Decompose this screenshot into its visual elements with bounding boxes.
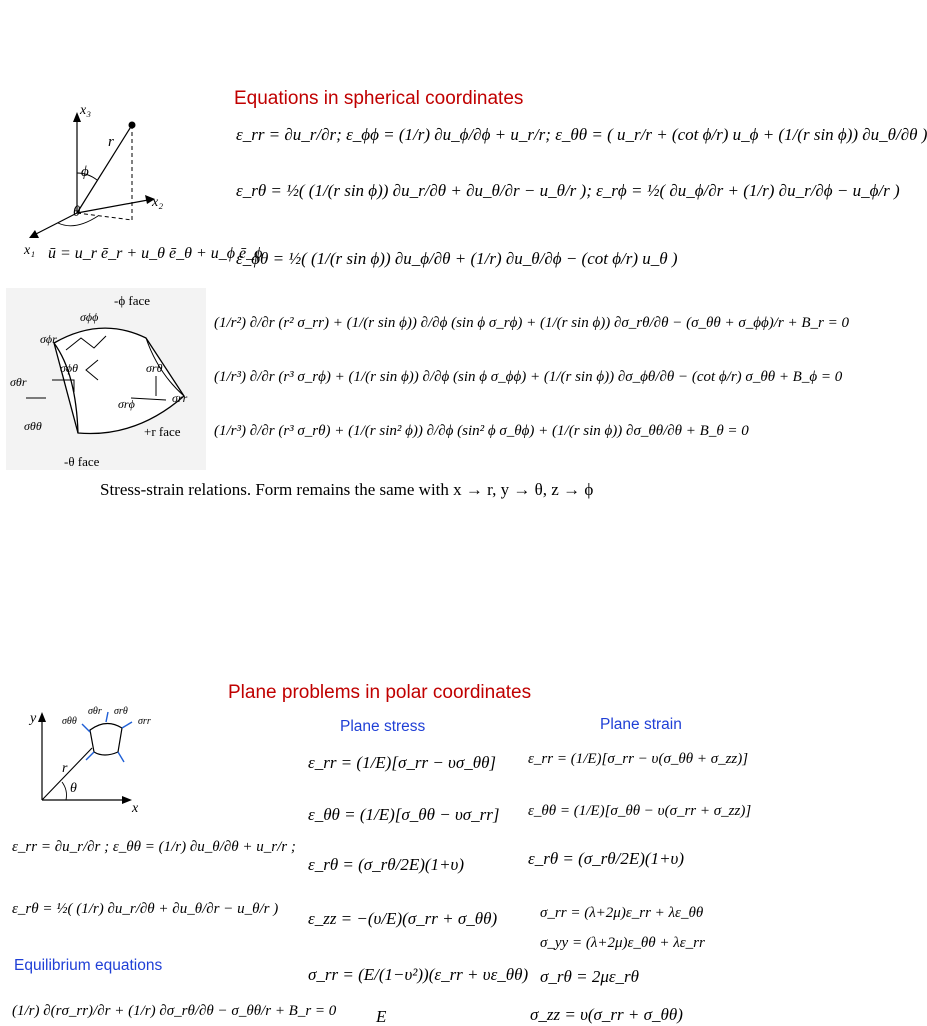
sigma-rphi-label: σrϕ xyxy=(118,397,135,411)
plane-strain-eq-6: σ_rθ = 2με_rθ xyxy=(540,967,640,986)
x1-axis-label: x₁ xyxy=(24,243,36,258)
polar-axes-diagram xyxy=(24,700,174,816)
minus-phi-face-label: -ϕ face xyxy=(114,293,151,308)
sigma-rr-label: σrr xyxy=(172,391,188,405)
spherical-axes-diagram xyxy=(20,98,220,268)
strain-eq-1: ε_rr = ∂u_r/∂r; ε_ϕϕ = (1/r) ∂u_ϕ/∂ϕ + u_r/r; ε_θθ = ( u_r/r + (cot ϕ/r) u_ϕ + (1/(r sin ϕ)) ∂u_θ/∂θ ) xyxy=(236,125,927,144)
plane-strain-eq-3: ε_rθ = (σ_rθ/2E)(1+υ) xyxy=(528,849,685,868)
polar-strain-eq-2: ε_rθ = ½( (1/r) ∂u_r/∂θ + ∂u_θ/∂r − u_θ/r ) xyxy=(12,901,279,917)
strain-eq-3: ε_ϕθ = ½( (1/(r sin ϕ)) ∂u_ϕ/∂θ + (1/r) ∂u_θ/∂ϕ − (cot ϕ/r) u_θ ) xyxy=(236,249,678,268)
plane-stress-eq-5: σ_rr = (E/(1−υ²))(ε_rr + υε_θθ) xyxy=(308,965,529,984)
polar-sigma-rr-label: σrr xyxy=(138,716,151,727)
polar-equilibrium-eq: (1/r) ∂(rσ_rr)/∂r + (1/r) ∂σ_rθ/∂θ − σ_θθ/r + B_r = 0 xyxy=(12,1003,337,1019)
stress-strain-note: Stress-strain relations. Form remains the same with x → r, y → θ, z → ϕ xyxy=(100,480,594,499)
plane-strain-eq-5: σ_yy = (λ+2μ)ε_θθ + λε_rr xyxy=(540,935,705,951)
equilibrium-equations-label: Equilibrium equations xyxy=(14,957,163,974)
spherical-element-diagram xyxy=(6,288,206,470)
polar-theta-label: θ xyxy=(70,781,77,796)
polar-sigma-thetatheta-label: σθθ xyxy=(62,716,77,727)
strain-eq-2: ε_rθ = ½( (1/(r sin ϕ)) ∂u_r/∂θ + ∂u_θ/∂r − u_θ/r ); ε_rϕ = ½( ∂u_ϕ/∂r + (1/r) ∂u_r/∂ϕ − u_ϕ/r ) xyxy=(236,181,900,200)
section1-title: Equations in spherical coordinates xyxy=(234,88,524,109)
plane-stress-eq-4: ε_zz = −(υ/E)(σ_rr + σ_θθ) xyxy=(308,909,498,928)
polar-sigma-thetar-label: σθr xyxy=(88,706,102,717)
x2-axis-label: x₂ xyxy=(152,195,164,210)
plane-stress-label: Plane stress xyxy=(340,718,426,735)
plane-strain-eq-7: σ_zz = υ(σ_rr + σ_θθ) xyxy=(530,1005,683,1024)
minus-theta-face-label: -θ face xyxy=(64,454,100,469)
sigma-phiphi-label: σϕϕ xyxy=(80,310,99,324)
plane-stress-eq-6: E xyxy=(376,1007,387,1026)
polar-r-label: r xyxy=(62,761,68,776)
plane-strain-label: Plane strain xyxy=(600,716,682,733)
section2-title: Plane problems in polar coordinates xyxy=(228,682,532,703)
sigma-thetar-label: σθr xyxy=(10,375,27,389)
plus-r-face-label: +r face xyxy=(144,424,181,439)
r-label: r xyxy=(108,134,114,150)
plane-stress-eq-1: ε_rr = (1/E)[σ_rr − υσ_θθ] xyxy=(308,753,497,772)
polar-sigma-rtheta-label: σrθ xyxy=(114,706,128,717)
plane-strain-eq-1: ε_rr = (1/E)[σ_rr − υ(σ_θθ + σ_zz)] xyxy=(528,751,749,767)
sigma-phir-label: σϕr xyxy=(40,332,57,346)
phi-angle-label: ϕ xyxy=(81,164,89,180)
sigma-phitheta-label: σϕθ xyxy=(60,361,79,375)
theta-angle-label: θ xyxy=(73,204,81,220)
sigma-rtheta-label: σrθ xyxy=(146,361,163,375)
x3-axis-label: x₃ xyxy=(80,103,92,118)
polar-strain-eq-1: ε_rr = ∂u_r/∂r ; ε_θθ = (1/r) ∂u_θ/∂θ + u_r/r ; xyxy=(12,839,296,855)
equilibrium-eq-2: (1/r³) ∂/∂r (r³ σ_rϕ) + (1/(r sin ϕ)) ∂/∂ϕ (sin ϕ σ_ϕϕ) + (1/(r sin ϕ)) ∂σ_ϕθ/∂θ − (cot ϕ/r) σ_θθ + B_ϕ = 0 xyxy=(214,369,843,385)
plane-stress-eq-2: ε_θθ = (1/E)[σ_θθ − υσ_rr] xyxy=(308,805,500,824)
displacement-vector: ū = u_r ē_r + u_θ ē_θ + u_ϕ ē_ϕ xyxy=(48,245,263,262)
equilibrium-eq-1: (1/r²) ∂/∂r (r² σ_rr) + (1/(r sin ϕ)) ∂/∂ϕ (sin ϕ σ_rϕ) + (1/(r sin ϕ)) ∂σ_rθ/∂θ − (σ_θθ + σ_ϕϕ)/r + B_r = 0 xyxy=(214,315,849,331)
equilibrium-eq-3: (1/r³) ∂/∂r (r³ σ_rθ) + (1/(r sin² ϕ)) ∂/∂ϕ (sin² ϕ σ_θϕ) + (1/(r sin ϕ)) ∂σ_θθ/∂θ + B_θ = 0 xyxy=(214,423,749,439)
plane-strain-eq-2: ε_θθ = (1/E)[σ_θθ − υ(σ_rr + σ_zz)] xyxy=(528,803,752,819)
sigma-thetatheta-label: σθθ xyxy=(24,419,42,433)
plane-strain-eq-4: σ_rr = (λ+2μ)ε_rr + λε_θθ xyxy=(540,905,704,921)
y-axis-label: y xyxy=(30,711,37,726)
x-axis-label: x xyxy=(132,801,139,816)
plane-stress-eq-3: ε_rθ = (σ_rθ/2E)(1+υ) xyxy=(308,855,465,874)
